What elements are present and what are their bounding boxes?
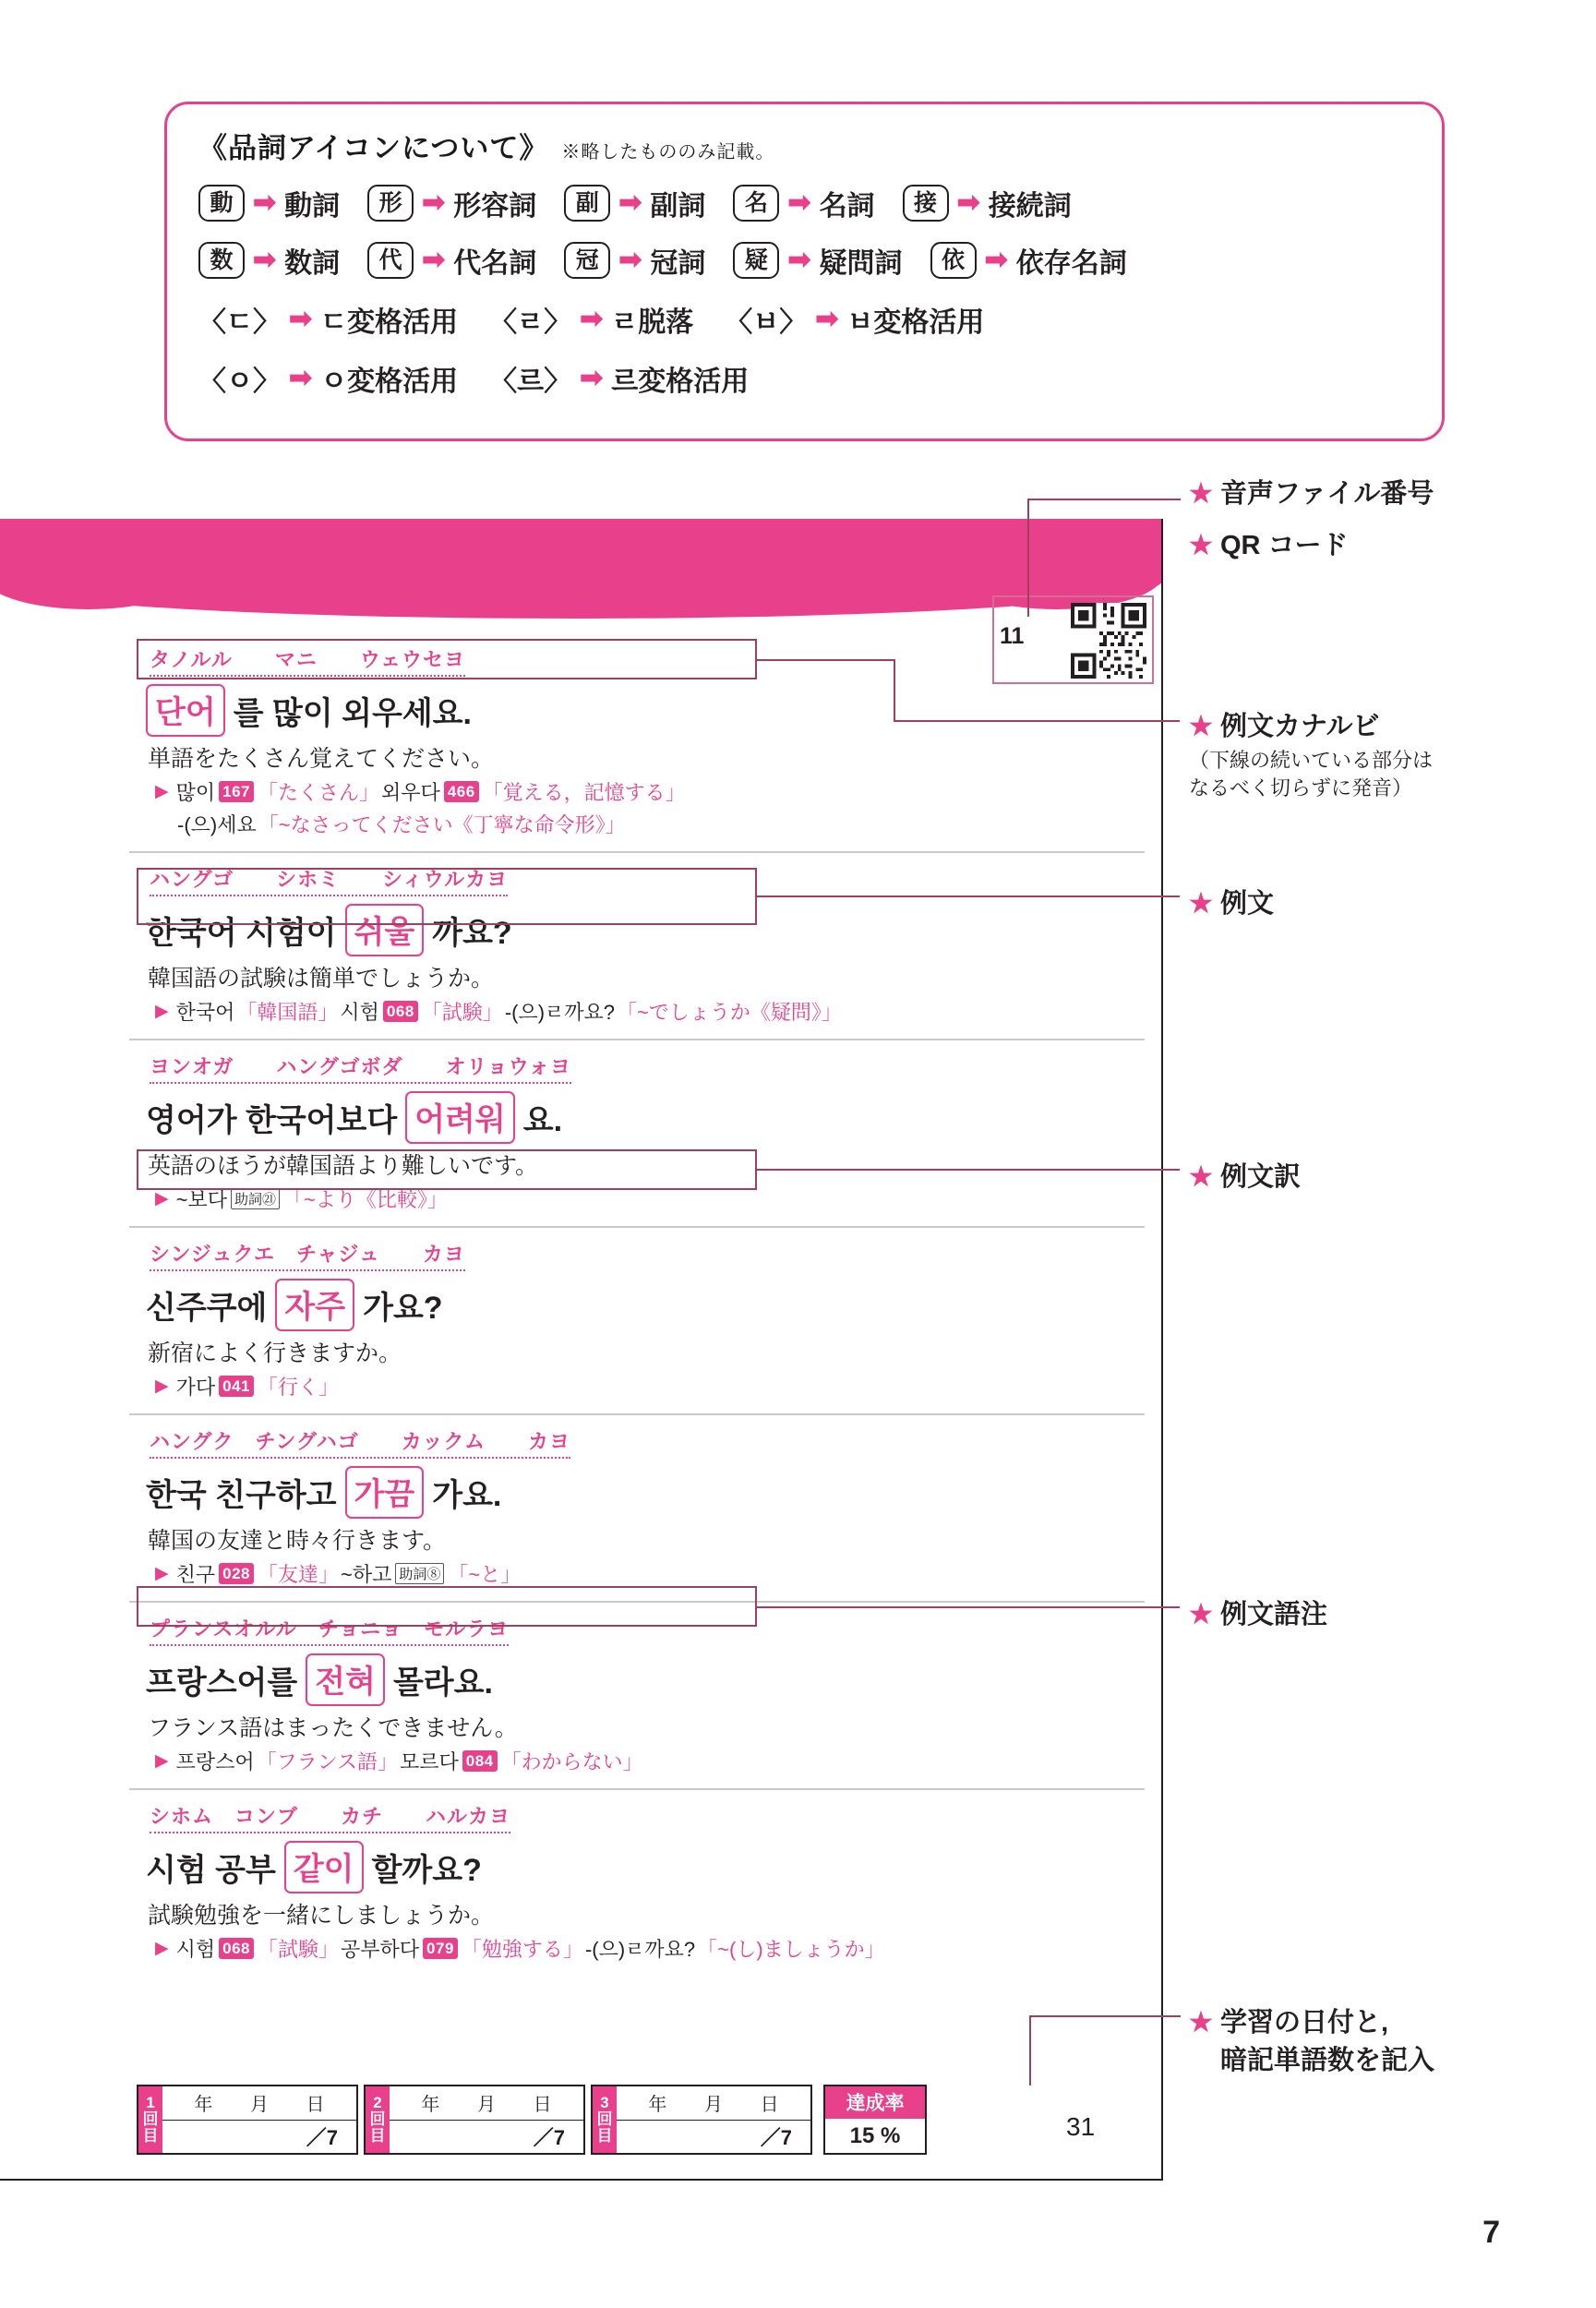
annotation-study-record: [1189, 2001, 1434, 2079]
annotation-audio-file-number: [1189, 473, 1434, 511]
record-count[interactable]: ／7: [306, 2125, 338, 2149]
word-note: [155, 997, 1145, 1026]
leader-line-kana-c: [894, 720, 1180, 722]
korean-text: 를 많이 외우세요.: [233, 696, 472, 731]
leader-line-kana-a: [755, 659, 895, 661]
record-cell-2[interactable]: [364, 2085, 585, 2155]
part-of-speech-legend: [164, 102, 1445, 441]
kana-reading: ヨンオガ ハングゴボダ オリョウォヨ: [150, 1052, 571, 1084]
word-number-chip: 041: [219, 1376, 254, 1397]
pos-chip-icon: 代: [367, 242, 414, 279]
note-text: ~보다: [175, 1188, 227, 1211]
particle-chip: 助詞⑧: [395, 1563, 444, 1584]
entry-4: [129, 1226, 1145, 1413]
word-note: [155, 1747, 1145, 1775]
korean-text: 영어가 한국어보다: [146, 1103, 398, 1138]
audio-file-number-label: 11: [1000, 623, 1025, 649]
note-gloss: 「~と」: [448, 1563, 522, 1586]
conj-item-ng: [198, 358, 458, 399]
triangle-bullet-icon: ▶: [155, 1376, 169, 1396]
word-number-chip: 068: [219, 1938, 254, 1959]
pos-label: 動詞: [284, 191, 341, 222]
highlight-word: 전혀: [306, 1653, 385, 1706]
annotation-qr-code: [1189, 524, 1349, 562]
sample-page-number: 31: [1066, 2112, 1096, 2141]
star-icon: ★: [1189, 479, 1213, 509]
pos-item-adverb: [564, 183, 705, 223]
note-text: 시험: [175, 1938, 216, 1961]
pos-item-noun: [733, 183, 874, 223]
conj-item-r: [489, 299, 693, 340]
korean-sentence: [146, 684, 1145, 737]
conj-label: ㄷ変格活用: [320, 307, 459, 338]
annotation-text: 学習の日付と,: [1220, 2008, 1389, 2038]
conj-key: 〈ㅂ〉: [725, 307, 808, 338]
kana-reading: タノルル マニ ウェウセヨ: [150, 644, 465, 677]
japanese-translation: 単語をたくさん覚えてください。: [148, 746, 495, 772]
word-note: [155, 1934, 1145, 1963]
annotation-subtext: （下線の続いている部分は なるべく切らずに発音）: [1189, 749, 1434, 799]
star-icon: ★: [1189, 531, 1213, 560]
note-gloss: 「試験」: [258, 1938, 340, 1961]
legend-note: ※略したもののみ記載。: [561, 142, 775, 162]
conj-item-reu: [489, 358, 749, 399]
korean-text: 요.: [522, 1103, 563, 1138]
leader-line-qr-horizontal: [1027, 499, 1181, 500]
particle-chip: 助詞㉑: [231, 1188, 280, 1209]
note-gloss: 「覚える，記憶する」: [482, 781, 686, 804]
pos-chip-icon: 数: [198, 242, 245, 279]
arrow-right-icon: ➡: [288, 363, 313, 393]
word-note: [155, 1372, 1145, 1400]
arrow-right-icon: ➡: [787, 187, 811, 218]
kana-reading: シホム コンブ カチ ハルカヨ: [150, 1801, 510, 1833]
note-text: -(으)세요: [177, 813, 257, 836]
record-body[interactable]: [617, 2086, 810, 2153]
arrow-right-icon: ➡: [956, 187, 980, 218]
star-icon: ★: [1189, 2008, 1213, 2038]
entry-6: [129, 1601, 1145, 1788]
note-gloss: 「~(し)ましょうか」: [697, 1938, 885, 1961]
pos-chip-icon: 冠: [564, 242, 610, 279]
scallop-decoration: [0, 574, 1161, 615]
korean-text: 한국 친구하고: [146, 1478, 337, 1513]
word-note: [155, 777, 1145, 806]
star-icon: ★: [1189, 1600, 1213, 1629]
korean-sentence: [146, 1466, 1145, 1519]
word-note: [177, 810, 1145, 838]
arrow-right-icon: ➡: [618, 187, 642, 218]
triangle-bullet-icon: ▶: [155, 1751, 169, 1771]
note-gloss: 「フランス語」: [256, 1750, 398, 1773]
note-text: 많이: [175, 781, 216, 804]
triangle-bullet-icon: ▶: [155, 782, 169, 801]
record-body[interactable]: [162, 2086, 356, 2153]
month-label: 月: [476, 2095, 496, 2116]
korean-text: 몰라요.: [392, 1665, 493, 1701]
entry-1: [129, 633, 1145, 851]
word-number-chip: 167: [219, 781, 254, 802]
triangle-bullet-icon: ▶: [155, 1939, 169, 1958]
korean-text: 할까요?: [371, 1853, 482, 1888]
note-text: ~하고: [341, 1563, 392, 1586]
pos-chip-icon: 動: [198, 185, 245, 222]
conj-item-d: [198, 299, 458, 340]
arrow-right-icon: ➡: [580, 363, 604, 393]
note-text: 프랑스어: [175, 1750, 255, 1773]
note-gloss: 「~より《比較》」: [283, 1188, 448, 1211]
highlight-word: 같이: [284, 1841, 364, 1893]
kana-reading: シンジュクエ チャジュ カヨ: [150, 1239, 465, 1271]
day-label: 日: [760, 2095, 779, 2116]
triangle-bullet-icon: ▶: [155, 1002, 169, 1021]
kana-reading: ハングゴ シホミ シィウルカヨ: [150, 864, 508, 896]
pos-item-interrogative: [733, 240, 902, 281]
highlight-word: 자주: [275, 1279, 354, 1331]
entry-7: [129, 1788, 1145, 1976]
japanese-translation: 韓国の友達と時々行きます。: [148, 1528, 447, 1554]
word-number-chip: 466: [444, 781, 479, 802]
note-gloss: 「わからない」: [500, 1750, 643, 1773]
example-sentence-list: [129, 633, 1145, 1976]
pos-chip-icon: 依: [930, 242, 977, 279]
star-icon: ★: [1189, 712, 1213, 741]
arrow-right-icon: ➡: [422, 245, 446, 275]
arrow-right-icon: ➡: [815, 304, 839, 334]
record-count[interactable]: ／7: [760, 2125, 792, 2149]
annotation-text: 例文語注: [1220, 1600, 1328, 1629]
pos-item-adjective: [367, 183, 536, 223]
annotation-example-translation: [1189, 1156, 1301, 1194]
korean-text: 시험 공부: [146, 1853, 276, 1888]
arrow-right-icon: ➡: [618, 245, 642, 275]
note-text: 가다: [175, 1376, 216, 1399]
pos-label: 接続詞: [988, 191, 1072, 222]
annotation-text: 例文訳: [1220, 1162, 1302, 1192]
note-text: 외우다: [381, 781, 440, 804]
pos-item-verb: [198, 183, 340, 223]
japanese-translation: 新宿によく行きますか。: [148, 1340, 402, 1366]
record-index-label: 3 回 目: [593, 2086, 617, 2153]
korean-sentence: [146, 1091, 1145, 1144]
word-number-chip: 028: [219, 1563, 254, 1584]
month-label: 月: [703, 2095, 723, 2116]
legend-title-text: 《品詞アイコンについて》: [198, 132, 549, 164]
note-gloss: 「試験」: [421, 1001, 503, 1024]
word-number-chip: 068: [383, 1001, 418, 1022]
annotation-example-kana: [1189, 705, 1433, 801]
note-gloss: 「~でしょうか《疑問》」: [617, 1001, 842, 1024]
pos-label: 形容詞: [453, 191, 537, 222]
triangle-bullet-icon: ▶: [155, 1564, 169, 1583]
note-gloss: 「行く」: [258, 1376, 340, 1399]
legend-conjugation-row-1: [198, 299, 1410, 340]
kana-reading: ハングク チングハゴ カックム カヨ: [150, 1426, 570, 1459]
word-note: [155, 1559, 1145, 1588]
note-text: 공부하다: [341, 1938, 420, 1961]
arrow-right-icon: ➡: [984, 245, 1008, 275]
leader-line-word-note: [755, 1606, 1180, 1608]
folio-number: 7: [1482, 2215, 1500, 2250]
note-text: -(으)ㄹ까요?: [584, 1938, 696, 1961]
japanese-translation: 試験勉強を一緒にしましょうか。: [148, 1903, 495, 1929]
korean-text: 프랑스어를: [146, 1665, 298, 1701]
pos-chip-icon: 接: [903, 185, 949, 222]
record-index-label: 1 回 目: [138, 2086, 162, 2153]
entry-5: [129, 1413, 1145, 1601]
legend-title: [198, 125, 1410, 166]
annotation-text: 例文カナルビ: [1220, 712, 1380, 741]
pos-label: 依存名詞: [1015, 248, 1127, 279]
korean-text: 신주쿠에: [146, 1291, 268, 1326]
annotation-subtext: 暗記単語数を記入: [1220, 2046, 1435, 2075]
korean-sentence: [146, 1653, 1145, 1706]
japanese-translation: 英語のほうが韓国語より難しいです。: [148, 1153, 539, 1179]
legend-conjugation-row-2: [198, 358, 1410, 399]
highlight-word: 단어: [146, 684, 225, 737]
achievement-rate-value: 15 %: [849, 2122, 901, 2148]
japanese-translation: フランス語はまったくできません。: [148, 1715, 518, 1741]
japanese-translation: 韓国語の試験は簡単でしょうか。: [148, 966, 495, 992]
pos-chip-icon: 副: [564, 185, 610, 222]
record-date-fields[interactable]: [617, 2086, 810, 2121]
pos-label: 代名詞: [453, 248, 537, 279]
pos-item-article: [564, 240, 705, 281]
word-number-chip: 079: [423, 1938, 458, 1959]
korean-text: 가요?: [363, 1291, 443, 1326]
conj-label: ㅇ変格活用: [320, 367, 459, 397]
korean-sentence: [146, 904, 1145, 956]
study-record-row: [137, 2085, 927, 2155]
record-cell-3[interactable]: [591, 2085, 812, 2155]
year-label: 年: [648, 2095, 667, 2116]
pos-item-pronoun: [367, 240, 536, 281]
star-icon: ★: [1189, 1162, 1213, 1192]
leader-line-record-horizontal: [1029, 2015, 1181, 2017]
pos-label: 疑問詞: [819, 248, 903, 279]
note-text: 시험: [340, 1001, 379, 1024]
arrow-right-icon: ➡: [422, 187, 446, 218]
note-text: 모르다: [399, 1750, 459, 1773]
record-date-fields[interactable]: [390, 2086, 583, 2121]
arrow-right-icon: ➡: [580, 304, 604, 334]
korean-text: 한국어 시험이: [146, 916, 337, 951]
year-label: 年: [194, 2095, 213, 2116]
conj-label: 르変格活用: [611, 367, 750, 397]
achievement-rate: [823, 2085, 927, 2155]
arrow-right-icon: ➡: [253, 245, 277, 275]
note-gloss: 「友達」: [258, 1563, 340, 1586]
pos-label: 副詞: [650, 191, 706, 222]
korean-sentence: [146, 1279, 1145, 1331]
pos-item-dependent-noun: [930, 240, 1127, 281]
conj-label: ㅂ変格活用: [846, 307, 985, 338]
record-body[interactable]: [390, 2086, 583, 2153]
conj-key: 〈르〉: [489, 367, 572, 397]
day-label: 日: [306, 2095, 325, 2116]
note-text: -(으)ㄹ까요?: [504, 1001, 616, 1024]
leader-line-kana-b: [894, 659, 895, 722]
word-note: [155, 1184, 1145, 1213]
arrow-right-icon: ➡: [787, 245, 811, 275]
leader-line-translation: [755, 1169, 1180, 1171]
entry-3: [129, 1039, 1145, 1226]
star-icon: ★: [1189, 889, 1213, 919]
record-index-label: 2 回 目: [366, 2086, 390, 2153]
achievement-rate-label: 達成率: [825, 2086, 925, 2119]
korean-text: 가요.: [432, 1478, 502, 1513]
kana-reading: プランスオルル チョニョ モルラヨ: [150, 1614, 509, 1646]
year-label: 年: [421, 2095, 440, 2116]
pos-chip-icon: 形: [367, 185, 414, 222]
korean-text: 까요?: [432, 916, 512, 951]
note-gloss: 「勉強する」: [461, 1938, 583, 1961]
conj-key: 〈ㅇ〉: [198, 367, 281, 397]
pos-label: 数詞: [284, 248, 341, 279]
conj-key: 〈ㄹ〉: [489, 307, 572, 338]
highlight-word: 어려워: [405, 1091, 515, 1144]
conj-item-b: [725, 299, 984, 340]
legend-pos-row-2: [198, 240, 1410, 281]
word-number-chip: 084: [462, 1750, 498, 1772]
pos-item-conjunction: [903, 183, 1072, 223]
note-gloss: 「韓国語」: [236, 1001, 339, 1024]
annotation-text: 例文: [1220, 889, 1275, 919]
leader-line-example: [755, 896, 1180, 897]
annotation-example-word-note: [1189, 1593, 1327, 1631]
note-gloss: 「~なさってください《丁寧な命令形》」: [258, 813, 626, 836]
annotation-text: QR コード: [1220, 531, 1349, 560]
month-label: 月: [249, 2095, 269, 2116]
record-count[interactable]: ／7: [533, 2125, 565, 2149]
note-text: 한국어: [175, 1001, 235, 1024]
pos-label: 名詞: [819, 191, 875, 222]
pos-chip-icon: 名: [733, 185, 779, 222]
highlight-word: 가끔: [345, 1466, 425, 1519]
legend-pos-row-1: [198, 183, 1410, 223]
annotation-example-sentence: [1189, 883, 1274, 920]
entry-2: [129, 851, 1145, 1039]
korean-sentence: [146, 1841, 1145, 1893]
pos-label: 冠詞: [650, 248, 706, 279]
arrow-right-icon: ➡: [253, 187, 277, 218]
note-gloss: 「たくさん」: [258, 781, 380, 804]
record-date-fields[interactable]: [162, 2086, 356, 2121]
highlight-word: 쉬울: [345, 904, 425, 956]
triangle-bullet-icon: ▶: [155, 1189, 169, 1208]
leader-line-record-vertical: [1029, 2015, 1031, 2086]
note-text: 친구: [175, 1563, 216, 1586]
day-label: 日: [533, 2095, 552, 2116]
pos-item-numeral: [198, 240, 340, 281]
arrow-right-icon: ➡: [288, 304, 313, 334]
leader-line-qr-vertical: [1027, 499, 1029, 617]
conj-label: ㄹ脱落: [611, 307, 694, 338]
annotation-text: 音声ファイル番号: [1220, 479, 1434, 509]
pos-chip-icon: 疑: [733, 242, 779, 279]
conj-key: 〈ㄷ〉: [198, 307, 281, 338]
record-cell-1[interactable]: [137, 2085, 358, 2155]
